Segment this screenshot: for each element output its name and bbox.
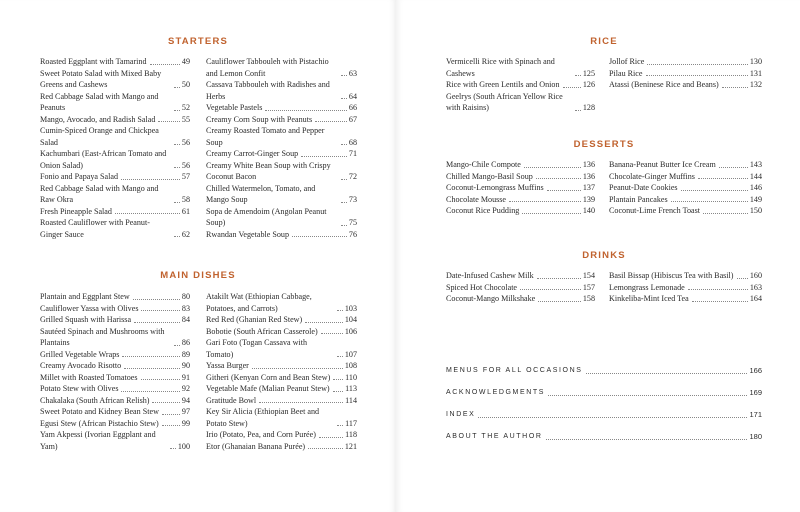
dot-leader <box>546 439 748 440</box>
dot-leader <box>174 110 180 111</box>
main-dishes-column-2 <box>206 291 357 452</box>
toc-entry <box>40 395 190 407</box>
toc-entry <box>40 148 190 171</box>
dot-leader <box>162 414 180 415</box>
dot-leader <box>170 448 176 449</box>
page-number: 154 <box>582 271 595 280</box>
entry-title: INDEX <box>446 411 476 418</box>
dot-leader <box>522 213 581 214</box>
dot-leader <box>646 75 748 76</box>
entry-title: Vegetable Pastels <box>206 103 263 112</box>
dot-leader <box>134 322 180 323</box>
entry-title: Banana-Peanut Butter Ice Cream <box>609 160 716 169</box>
page-number: 103 <box>344 303 357 313</box>
entry-title: Rwandan Vegetable Soup <box>206 229 290 239</box>
rice-column-2 <box>609 56 762 91</box>
entry-title: Githeri (Kenyan Corn and Bean Stew) <box>206 372 331 382</box>
dot-leader <box>671 201 748 202</box>
page-number: 50 <box>181 80 190 89</box>
entry-title: Gari Foto (Togan Cassava with Tomato) <box>206 338 308 359</box>
entry-title: Yam Akpessi (Ivorian Eggplant and Yam) <box>40 430 156 451</box>
entry-title: Creamy Avocado Risotto <box>40 361 122 370</box>
toc-entry <box>206 148 357 160</box>
page-number: 75 <box>348 218 357 227</box>
page-number: 64 <box>348 91 357 101</box>
entry-title: Sautéed Spinach and Mushrooms with Plantains <box>40 326 165 347</box>
toc-entry <box>40 303 190 315</box>
page-number: 99 <box>181 418 190 428</box>
toc-entry <box>206 406 357 429</box>
entry-title: Mango, Avocado, and Radish Salad <box>40 114 156 124</box>
dot-leader <box>719 167 748 168</box>
page-number: 163 <box>749 282 762 292</box>
dot-leader <box>333 379 343 380</box>
toc-entry <box>206 56 357 79</box>
toc-entry <box>609 270 762 282</box>
page-number: 146 <box>749 183 762 192</box>
entry-title: Coconut-Mango Milkshake <box>446 294 536 303</box>
page-number: 106 <box>344 326 357 336</box>
drinks-column-1 <box>446 270 595 305</box>
main-dishes-heading: MAIN DISHES <box>160 270 236 281</box>
toc-entry <box>609 68 762 80</box>
entry-title: MENUS FOR ALL OCCASIONS <box>446 367 583 374</box>
starters-column-1 <box>40 56 190 240</box>
page-number: 100 <box>177 441 190 451</box>
dot-leader <box>121 391 179 392</box>
drinks-column-2 <box>609 270 762 305</box>
entry-title: Kinkeliba-Mint Iced Tea <box>609 294 689 303</box>
toc-entry <box>40 326 190 349</box>
dot-leader <box>122 356 180 357</box>
toc-entry <box>446 270 595 282</box>
toc-entry <box>446 182 595 194</box>
toc-entry <box>206 79 357 102</box>
entry-title: Red Cabbage Salad with Mango and Peanuts <box>40 91 159 112</box>
page-number: 108 <box>344 361 357 370</box>
toc-entry <box>446 293 595 305</box>
toc-entry <box>446 79 595 91</box>
dot-leader <box>141 379 180 380</box>
page-number: 67 <box>348 114 357 124</box>
page-number: 57 <box>181 172 190 181</box>
starters-heading: STARTERS <box>167 36 229 47</box>
toc-entry <box>206 229 357 241</box>
dot-leader <box>301 156 347 157</box>
dot-leader <box>141 310 179 311</box>
toc-entry <box>609 293 762 305</box>
toc-entry <box>206 125 357 148</box>
entry-title: Jollof Rice <box>609 57 645 66</box>
entry-title: Chakalaka (South African Relish) <box>40 395 150 405</box>
dot-leader <box>537 278 581 279</box>
entry-title: Key Sir Alicia (Ethiopian Beet and Potato Stew) <box>206 407 320 428</box>
entry-title: Chilled Watermelon, Tomato, and Mango Soup <box>206 183 316 204</box>
toc-entry <box>206 102 357 114</box>
dot-leader <box>524 167 581 168</box>
back-matter-list <box>446 365 762 453</box>
page-number: 164 <box>749 294 762 303</box>
toc-entry <box>40 406 190 418</box>
dot-leader <box>478 417 747 418</box>
entry-title: Chilled Mango-Basil Soup <box>446 171 533 181</box>
toc-entry <box>206 114 357 126</box>
entry-title: Irio (Potato, Pea, and Corn Purée) <box>206 430 316 439</box>
dot-leader <box>341 179 347 180</box>
page-number: 66 <box>348 103 357 112</box>
dot-leader <box>586 373 748 374</box>
page-number: 84 <box>181 315 190 324</box>
toc-entry <box>40 349 190 361</box>
entry-title: Gratitude Bowl <box>206 395 257 405</box>
entry-title: Peanut-Date Cookies <box>609 183 678 192</box>
dot-leader <box>698 178 748 179</box>
page-number: 126 <box>582 80 595 89</box>
toc-entry <box>446 431 762 443</box>
page-number: 58 <box>181 195 190 204</box>
entry-title: Creamy White Bean Soup with Crispy Coconut Bacon <box>206 160 331 181</box>
entry-title: Sweet Potato and Kidney Bean Stew <box>40 407 159 416</box>
dot-leader <box>337 310 343 311</box>
toc-entry <box>206 206 357 229</box>
dot-leader <box>722 87 748 88</box>
entry-title: ABOUT THE AUTHOR <box>446 433 543 440</box>
entry-title: Fonio and Papaya Salad <box>40 172 119 181</box>
dot-leader <box>703 213 748 214</box>
dot-leader <box>548 395 747 396</box>
entry-title: Etor (Ghanaian Banana Purée) <box>206 441 306 451</box>
entry-title: ACKNOWLEDGMENTS <box>446 389 546 396</box>
entry-title: Spiced Hot Chocolate <box>446 282 518 292</box>
page-number: 171 <box>749 410 762 419</box>
page-number: 92 <box>181 384 190 393</box>
dot-leader <box>341 98 347 99</box>
page-number: 68 <box>348 137 357 147</box>
dot-leader <box>647 64 748 65</box>
toc-entry <box>206 326 357 338</box>
page-number: 56 <box>181 160 190 170</box>
entry-title: Geelrys (South African Yellow Rice with Raisins) <box>446 91 563 112</box>
dot-leader <box>575 75 581 76</box>
toc-entry <box>40 291 190 303</box>
main-dishes-column-1 <box>40 291 190 452</box>
entry-title: Sopa de Amendoim (Angolan Peanut Soup) <box>206 206 327 227</box>
dot-leader <box>252 368 343 369</box>
entry-title: Coconut Rice Pudding <box>446 206 520 215</box>
dot-leader <box>681 190 748 191</box>
page-number: 169 <box>749 388 762 397</box>
page-number: 83 <box>181 303 190 313</box>
dot-leader <box>341 75 347 76</box>
page-number: 71 <box>348 149 357 158</box>
entry-title: Date-Infused Cashew Milk <box>446 271 534 280</box>
page-number: 114 <box>345 395 357 405</box>
entry-title: Chocolate-Ginger Muffins <box>609 171 695 181</box>
toc-entry <box>446 409 762 421</box>
dot-leader <box>737 278 748 279</box>
page-number: 91 <box>181 372 190 382</box>
toc-entry <box>40 429 190 452</box>
dot-leader <box>124 368 180 369</box>
toc-entry <box>40 217 190 240</box>
toc-entry <box>609 159 762 171</box>
entry-title: Grilled Squash with Harissa <box>40 315 132 324</box>
page-number: 110 <box>345 372 357 382</box>
page-number: 63 <box>348 68 357 78</box>
toc-entry <box>40 360 190 372</box>
dot-leader <box>265 110 346 111</box>
entry-title: Coconut-Lemongrass Muffins <box>446 183 544 192</box>
dot-leader <box>341 225 347 226</box>
page-number: 72 <box>348 172 357 181</box>
entry-title: Vegetable Mafe (Malian Peanut Stew) <box>206 384 330 393</box>
entry-title: Plantain and Eggplant Stew <box>40 292 130 301</box>
toc-entry <box>40 114 190 126</box>
page-number: 137 <box>582 183 595 192</box>
toc-entry <box>206 314 357 326</box>
toc-entry <box>446 282 595 294</box>
dot-leader <box>563 87 581 88</box>
dot-leader <box>174 167 180 168</box>
dot-leader <box>174 144 180 145</box>
entry-title: Roasted Eggplant with Tamarind <box>40 57 147 66</box>
page-number: 118 <box>345 430 357 439</box>
toc-entry <box>609 205 762 217</box>
rice-heading: RICE <box>590 36 618 47</box>
toc-entry <box>446 365 762 377</box>
page-number: 157 <box>582 282 595 292</box>
page-number: 143 <box>749 160 762 169</box>
page-number: 56 <box>181 137 190 147</box>
page-number: 61 <box>181 206 190 216</box>
entry-title: Mango-Chile Compote <box>446 160 521 169</box>
dot-leader <box>174 202 180 203</box>
page-number: 107 <box>344 349 357 359</box>
entry-title: Chocolate Mousse <box>446 194 507 204</box>
entry-title: Atassi (Beninese Rice and Beans) <box>609 80 719 89</box>
toc-entry <box>609 171 762 183</box>
dot-leader <box>162 425 180 426</box>
dot-leader <box>259 402 343 403</box>
dot-leader <box>538 301 581 302</box>
toc-entry <box>446 194 595 206</box>
toc-entry <box>446 205 595 217</box>
toc-entry <box>446 159 595 171</box>
toc-entry <box>40 383 190 395</box>
page-number: 55 <box>181 114 190 124</box>
page-number: 136 <box>582 160 595 169</box>
entry-title: Rice with Green Lentils and Onion <box>446 80 560 89</box>
toc-entry <box>609 56 762 68</box>
dot-leader <box>341 202 347 203</box>
entry-title: Red Red (Ghanian Red Stew) <box>206 315 303 324</box>
dot-leader <box>308 448 343 449</box>
page-number: 52 <box>181 103 190 112</box>
toc-entry <box>40 68 190 91</box>
toc-entry <box>40 206 190 218</box>
toc-entry <box>446 387 762 399</box>
dot-leader <box>319 437 343 438</box>
dot-leader <box>292 236 347 237</box>
page-number: 94 <box>181 395 190 405</box>
rice-column-1 <box>446 56 595 114</box>
toc-entry <box>609 282 762 294</box>
toc-entry <box>446 171 595 183</box>
dot-leader <box>133 299 180 300</box>
toc-entry <box>206 383 357 395</box>
toc-entry <box>40 56 190 68</box>
dot-leader <box>536 178 581 179</box>
dot-leader <box>158 121 180 122</box>
entry-title: Vermicelli Rice with Spinach and Cashews <box>446 57 555 78</box>
page-number: 104 <box>344 315 357 324</box>
page-number: 128 <box>582 103 595 112</box>
toc-entry <box>40 314 190 326</box>
dot-leader <box>547 190 581 191</box>
dot-leader <box>337 356 343 357</box>
dot-leader <box>337 425 343 426</box>
entry-title: Lemongrass Lemonade <box>609 282 685 292</box>
toc-entry <box>206 291 357 314</box>
dot-leader <box>152 402 179 403</box>
dot-leader <box>305 322 343 323</box>
page-number: 89 <box>181 349 190 359</box>
toc-entry <box>206 183 357 206</box>
entry-title: Cumin-Spiced Orange and Chickpea Salad <box>40 126 159 147</box>
toc-entry <box>40 183 190 206</box>
entry-title: Millet with Roasted Tomatoes <box>40 372 138 382</box>
dot-leader <box>321 333 343 334</box>
dot-leader <box>575 110 581 111</box>
dot-leader <box>121 179 180 180</box>
dot-leader <box>688 289 748 290</box>
toc-entry <box>609 194 762 206</box>
page-number: 132 <box>749 80 762 89</box>
entry-title: Potato Stew with Olives <box>40 384 119 393</box>
dot-leader <box>315 121 347 122</box>
page-number: 117 <box>345 418 357 428</box>
toc-entry <box>40 171 190 183</box>
desserts-heading: DESSERTS <box>573 139 635 150</box>
entry-title: Creamy Carrot-Ginger Soup <box>206 149 299 158</box>
dot-leader <box>341 144 347 145</box>
toc-entry <box>206 160 357 183</box>
page-number: 125 <box>582 68 595 78</box>
page-number: 49 <box>181 57 190 66</box>
page-number: 160 <box>749 271 762 280</box>
page-number: 90 <box>181 361 190 370</box>
page-number: 166 <box>749 366 762 375</box>
entry-title: Yassa Burger <box>206 361 249 370</box>
toc-entry <box>40 91 190 114</box>
toc-entry <box>206 337 357 360</box>
page-number: 139 <box>582 194 595 204</box>
entry-title: Cauliflower Tabbouleh with Pistachio and Lemon Confit <box>206 57 329 78</box>
dot-leader <box>150 64 180 65</box>
toc-entry <box>206 395 357 407</box>
toc-entry <box>446 91 595 114</box>
page-number: 136 <box>582 171 595 181</box>
page-number: 180 <box>749 432 762 441</box>
desserts-column-2 <box>609 159 762 217</box>
page-number: 76 <box>348 229 357 239</box>
entry-title: Roasted Cauliflower with Peanut-Ginger Sauce <box>40 218 150 239</box>
entry-title: Cauliflower Yassa with Olives <box>40 303 139 313</box>
page-number: 73 <box>348 195 357 204</box>
entry-title: Bobotie (South African Casserole) <box>206 326 318 336</box>
entry-title: Coconut-Lime French Toast <box>609 206 700 215</box>
page-number: 121 <box>344 441 357 451</box>
drinks-heading: DRINKS <box>582 250 626 261</box>
dot-leader <box>333 391 344 392</box>
entry-title: Atakilt Wat (Ethiopian Cabbage, Potatoes, and Carrots) <box>206 292 312 313</box>
page-number: 144 <box>749 171 762 181</box>
entry-title: Kachumbari (East-African Tomato and Onion Salad) <box>40 149 167 170</box>
dot-leader <box>174 236 180 237</box>
toc-entry <box>206 429 357 441</box>
toc-entry <box>40 418 190 430</box>
entry-title: Creamy Roasted Tomato and Pepper Soup <box>206 126 325 147</box>
dot-leader <box>692 301 748 302</box>
dot-leader <box>174 345 180 346</box>
page-number: 80 <box>181 292 190 301</box>
dot-leader <box>520 289 581 290</box>
entry-title: Basil Bissap (Hibiscus Tea with Basil) <box>609 271 734 280</box>
entry-title: Cassava Tabbouleh with Radishes and Herbs <box>206 80 330 101</box>
page-number: 113 <box>345 384 357 393</box>
page-number: 62 <box>181 229 190 239</box>
dot-leader <box>174 87 180 88</box>
page-number: 130 <box>749 57 762 66</box>
toc-entry <box>206 372 357 384</box>
toc-entry <box>40 372 190 384</box>
entry-title: Red Cabbage Salad with Mango and Raw Okra <box>40 183 159 204</box>
dot-leader <box>509 201 581 202</box>
page-number: 97 <box>181 407 190 416</box>
entry-title: Egusi Stew (African Pistachio Stew) <box>40 418 159 428</box>
page-number: 149 <box>749 194 762 204</box>
entry-title: Grilled Vegetable Wraps <box>40 349 120 359</box>
starters-column-2 <box>206 56 357 240</box>
page-number: 86 <box>181 338 190 347</box>
page-number: 150 <box>749 206 762 215</box>
desserts-column-1 <box>446 159 595 217</box>
toc-entry <box>446 56 595 79</box>
toc-entry <box>609 182 762 194</box>
toc-entry <box>206 441 357 453</box>
dot-leader <box>115 213 180 214</box>
toc-entry <box>206 360 357 372</box>
entry-title: Plantain Pancakes <box>609 194 668 204</box>
entry-title: Fresh Pineapple Salad <box>40 206 112 216</box>
page-number: 131 <box>749 68 762 78</box>
page-number: 158 <box>582 294 595 303</box>
entry-title: Pilau Rice <box>609 68 643 78</box>
toc-entry <box>40 125 190 148</box>
entry-title: Creamy Corn Soup with Peanuts <box>206 114 313 124</box>
page-number: 140 <box>582 206 595 215</box>
toc-entry <box>609 79 762 91</box>
entry-title: Sweet Potato Salad with Mixed Baby Greens and Cashews <box>40 68 162 89</box>
